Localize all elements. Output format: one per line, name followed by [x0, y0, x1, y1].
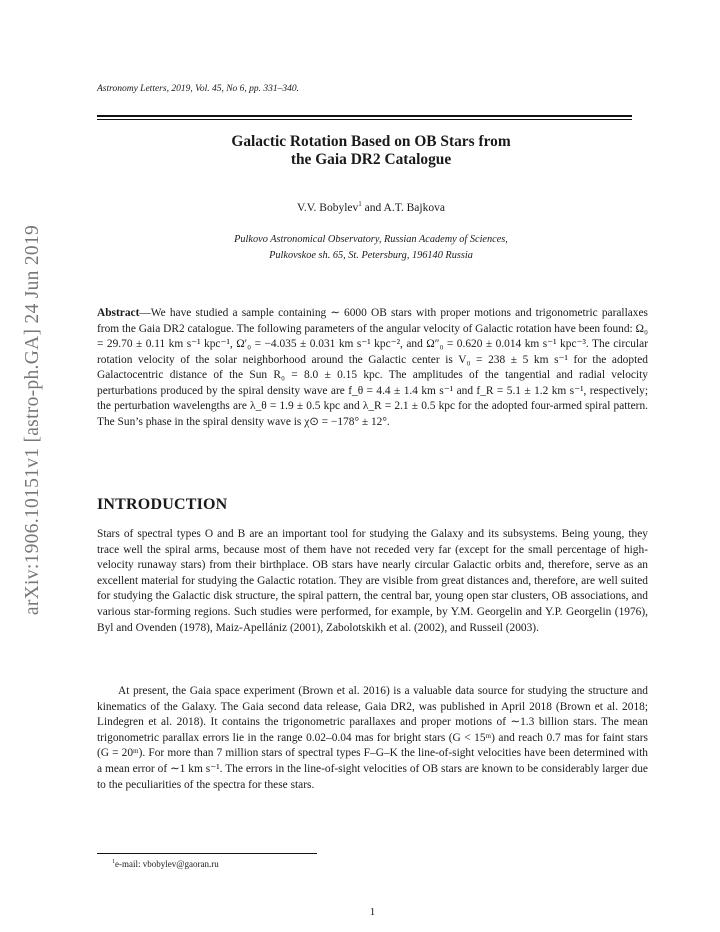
author-conjunction: and	[361, 201, 384, 214]
abstract	[97, 306, 648, 430]
abstract-text: —We have studied a sample containing ∼ 6000 OB stars with proper motions and trigonometric parallaxes from the Gaia DR2 catalogue. The following parameters of the angular velocity of Galactic rotation have been found: Ω₀ = 29.70 ± 0.11 km s⁻¹ kpc⁻¹, Ω′₀ = −4.035 ± 0.031 km s⁻¹ kpc⁻², and Ω″₀ = 0.620 ± 0.014 km s⁻¹ kpc⁻³. The circular rotation velocity of the solar neighborhood around the Galactic center is V₀ = 238 ± 5 km s⁻¹ for the adopted Galactocentric distance of the Sun R₀ = 8.0 ± 0.15 kpc. The amplitudes of the tangential and radial velocity perturbations produced by the spiral density wave are f_θ = 4.4 ± 1.4 km s⁻¹ and f_R = 5.1 ± 1.2 km s⁻¹, respectively; the perturbation wavelengths are λ_θ = 1.9 ± 0.5 kpc and λ_R = 2.1 ± 0.5 kpc for the adopted four-armed spiral pattern. The Sun’s phase in the spiral density wave is χ⊙ = −178° ± 12°.	[97, 307, 648, 428]
author-1-footnote-mark: 1	[358, 200, 362, 208]
author-2: A.T. Bajkova	[383, 201, 445, 214]
journal-reference: Astronomy Letters, 2019, Vol. 45, No 6, pp. 331–340.	[97, 84, 300, 94]
arxiv-sidebar	[0, 0, 60, 932]
paper-title	[97, 133, 645, 169]
intro-paragraph-2: At present, the Gaia space experiment (Brown et al. 2016) is a valuable data source for studying the structure and kinematics of the Galaxy. The Gaia second data release, Gaia DR2, was published in April 2018 (Brown et al. 2018; Lindegren et al. 2018). It contains the trigonometric parallaxes and proper motions of ∼1.3 billion stars. The mean trigonometric parallax errors lie in the range 0.02–0.04 mas for bright stars (G < 15ᵐ) and reach 0.7 mas for faint stars (G = 20ᵐ). For more than 7 million stars of spectral types F–G–K the line-of-sight velocities have been determined with a mean error of ∼1 km s⁻¹. The errors in the line-of-sight velocities of OB stars are known to be considerably larger due to the peculiarities of the spectra for these stars.	[97, 685, 648, 791]
arxiv-identifier: arXiv:1906.10151v1 [astro-ph.GA] 24 Jun 2019	[22, 224, 43, 616]
footnote-mark: 1	[112, 859, 115, 865]
title-line-1: Galactic Rotation Based on OB Stars from	[231, 133, 511, 150]
footnote-rule	[97, 853, 317, 854]
header-rule-thin	[97, 119, 632, 120]
footnote-text: e-mail: vbobylev@gaoran.ru	[115, 859, 219, 869]
abstract-heading: Abstract	[97, 307, 140, 319]
author-1: V.V. Bobylev	[297, 201, 359, 214]
intro-paragraph-1: Stars of spectral types O and B are an important tool for studying the Galaxy and its subsystems. Being young, they trace well the spiral arms, because most of them have not receded very far (except for the small percentage of high-velocity runaway stars) from their birthplace. OB stars have nearly circular Galactic orbits and, therefore, serve as an excellent material for studying the Galactic rotation. They are visible from great distances and, therefore, are well suited for studying the Galactic disk structure, the spiral pattern, the central bar, young open star clusters, OB associations, and various star-forming regions. Such studies were performed, for example, by Y.M. Georgelin and Y.P. Georgelin (1976), Byl and Ovenden (1978), Maiz-Apellániz (2001), Zabolotskikh et al. (2002), and Russeil (2003).	[97, 528, 648, 634]
title-line-2: the Gaia DR2 Catalogue	[290, 151, 452, 168]
affiliation-line-1: Pulkovo Astronomical Observatory, Russian Academy of Sciences,	[234, 234, 508, 245]
author-list	[97, 200, 645, 214]
header-rule-thick	[97, 115, 632, 117]
section-heading: INTRODUCTION	[97, 496, 228, 513]
affiliation-line-2: Pulkovskoe sh. 65, St. Petersburg, 196140 Russia	[269, 250, 473, 261]
footnote	[112, 859, 219, 869]
page-number: 1	[369, 906, 376, 918]
affiliation	[97, 232, 645, 264]
